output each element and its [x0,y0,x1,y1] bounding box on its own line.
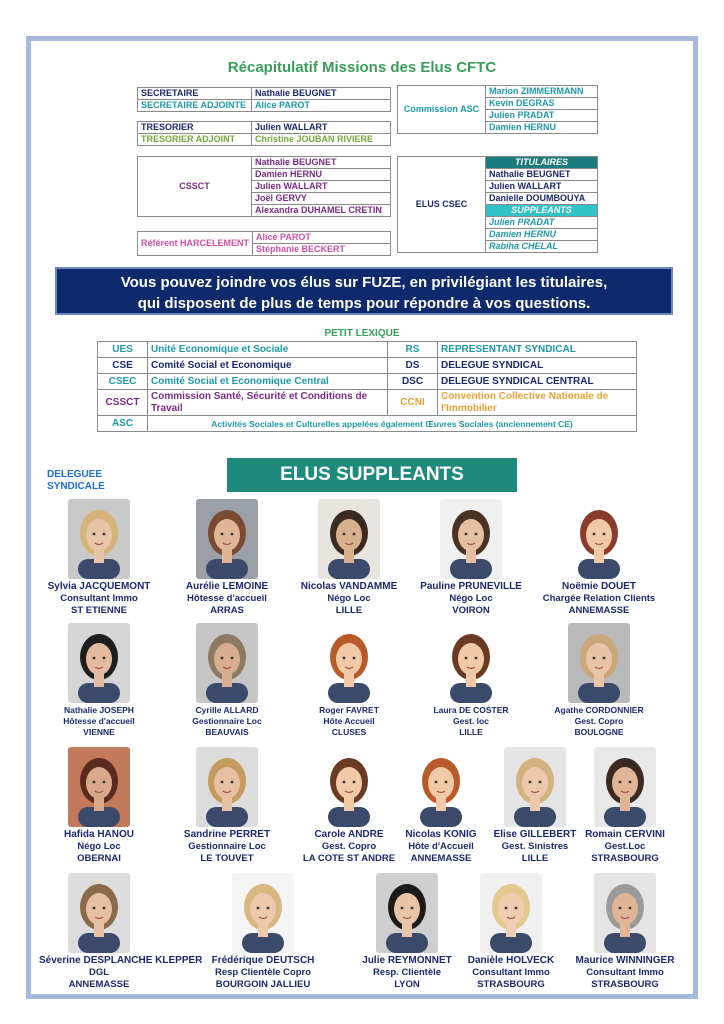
treasury-table [137,121,391,146]
person-city: OBERNAI [77,853,121,864]
person-name: Laura DE COSTER [433,705,509,715]
person-name: Nicolas VANDAMME [300,581,398,592]
lex-abbr: UES [98,342,148,358]
person-name: Carole ANDRE [314,829,384,840]
person-job: DGL [88,967,110,978]
person-card [411,623,531,738]
person-card [539,623,659,738]
person-card [565,747,685,865]
person-city: LYON [394,979,420,990]
person-photo [196,747,258,827]
person-job: Consultant Immo [472,967,550,978]
lex-abbr: CSE [98,358,148,374]
person-job: Négo Loc [449,593,493,604]
commission-asc-member: Julien PRADAT [486,110,598,122]
fuze-banner [55,267,673,315]
person-card [39,747,159,865]
person-name: Maurice WINNINGER [575,955,675,966]
person-job: Hôtesse d'accueil [63,716,135,726]
banner-line-1: Vous pouvez joindre vos élus sur FUZE, en privilégiant les titulaires, [120,274,608,291]
cssct-member: Alexandra DUHAMEL CRETIN [252,205,391,217]
person-city: VOIRON [452,605,490,616]
person-photo [376,873,438,953]
lex-def: Activités Sociales et Culturelles appelées également Œuvres Sociales (anciennement CE) [148,416,637,432]
person-job: Hôtesse d'accueil [187,593,267,604]
person-photo [196,499,258,579]
person-photo [232,873,294,953]
lex-def: REPRESENTANT SYNDICAL [438,342,637,358]
person-city: LA COTE ST ANDRE [302,853,396,864]
role-name: Alice PAROT [252,100,391,112]
person-card [289,623,409,738]
person-photo [594,873,656,953]
lex-def: Commission Santé, Sécurité et Conditions de Travail [148,390,388,416]
lex-abbr: ASC [98,416,148,432]
person-photo [68,873,130,953]
role-label: TRESORIER ADJOINT [138,134,252,146]
person-card [39,499,159,617]
lex-abbr: DSC [388,374,438,390]
person-city: STRASBOURG [591,853,659,864]
lex-abbr: RS [388,342,438,358]
person-name: Danièle HOLVECK [467,955,555,966]
lex-def: Convention Collective Nationale de l'Immobilier [438,390,637,416]
person-job: Gest. Copro [574,716,624,726]
person-name: Frédérique DEUTSCH [211,955,315,966]
person-job: Resp Clientèle Copro [214,967,312,978]
person-photo [480,873,542,953]
harcelement-table [137,231,391,256]
person-photo [440,499,502,579]
lexique-table [97,341,637,432]
deleguee-syndicale-label [47,469,105,493]
person-city: LILLE [521,853,549,864]
lex-def: Comité Social et Economique Central [148,374,388,390]
cssct-member: Nathalie BEUGNET [252,157,391,169]
person-name: Pauline PRUNEVILLE [420,581,522,592]
lexique-title: PETIT LEXIQUE [324,328,400,339]
roles-table [137,87,391,112]
lex-abbr: DS [388,358,438,374]
person-photo [318,623,380,703]
titulaire: Nathalie BEUGNET [486,169,598,181]
role-name: Christine JOUBAN RIVIERE [252,134,391,146]
lex-def: Unité Economique et Sociale [148,342,388,358]
harcelement-member: Stéphanie BECKERT [253,244,391,256]
person-city: ST ETIENNE [71,605,127,616]
person-card [167,747,287,865]
person-card [203,873,323,991]
person-name: Cyrille ALLARD [195,705,259,715]
person-name: Séverine DESPLANCHE KLEPPER [39,955,203,966]
cssct-member: Julien WALLART [252,181,391,193]
person-job: Négo Loc [327,593,371,604]
lex-abbr: CCNI [388,390,438,416]
cssct-table [137,156,391,217]
elus-suppleants-title: ELUS SUPPLEANTS [227,458,517,492]
person-card [167,623,287,738]
person-card [539,499,659,617]
person-name: Sandrine PERRET [183,829,271,840]
person-job: Gestionnaire Loc [188,841,266,852]
person-photo [68,747,130,827]
person-city: CLUSES [331,727,367,737]
elus-csec-table [397,156,598,253]
person-photo [440,623,502,703]
person-name: Romain CERVINI [585,829,665,840]
role-name: Julien WALLART [252,122,391,134]
person-card [347,873,467,991]
titulaire: Danielle DOUMBOUYA [486,193,598,205]
person-job: Gest. Copro [321,841,377,852]
lex-abbr: CSSCT [98,390,148,416]
page-frame [26,36,698,999]
person-job: Gest. loc [453,716,489,726]
titulaire: Julien WALLART [486,181,598,193]
person-job: Gest. Sinistres [501,841,569,852]
person-name: Sylvia JACQUEMONT [47,581,151,592]
role-name: Nathalie BEUGNET [252,88,391,100]
banner-line-2: qui disposent de plus de temps pour répondre à vos questions. [137,295,591,312]
person-card [39,873,203,991]
deleguee-line-1: DELEGUEE [47,469,103,480]
person-name: Julie REYMONNET [362,955,452,966]
person-city: BEAUVAIS [205,727,249,737]
person-photo [68,499,130,579]
lex-abbr: CSEC [98,374,148,390]
person-card [289,499,409,617]
person-job: Consultant Immo [60,593,138,604]
person-city: LE TOUVET [200,853,254,864]
person-name: Noëmie DOUET [562,581,636,592]
person-photo [410,747,472,827]
person-city: ANNEMASSE [568,605,630,616]
suppleant: Damien HERNU [486,229,598,241]
elus-csec-label: ELUS CSEC [398,157,486,253]
person-job: Resp. Clientèle [372,967,442,978]
person-photo [594,747,656,827]
lex-def: Comité Social et Economique [148,358,388,374]
deleguee-line-2: SYNDICALE [47,481,105,492]
role-label: SECRETAIRE [138,88,252,100]
person-name: Agathe CORDONNIER [554,705,644,715]
person-city: STRASBOURG [477,979,545,990]
cssct-member: Damien HERNU [252,169,391,181]
person-city: ARRAS [210,605,244,616]
suppleants-header: SUPPLEANTS [486,205,598,217]
person-city: STRASBOURG [591,979,659,990]
person-job: Consultant Immo [586,967,664,978]
person-photo [568,499,630,579]
person-job: Gestionnaire Loc [192,716,262,726]
person-name: Nicolas KONIG [405,829,477,840]
commission-asc-table [397,85,598,134]
harcelement-label: Référent HARCELEMENT [138,232,253,256]
page-title: Récapitulatif Missions des Elus CFTC [227,59,497,76]
person-job: Hôte d'Accueil [408,841,474,852]
person-photo [196,623,258,703]
person-city: BOULOGNE [574,727,624,737]
person-card [167,499,287,617]
person-job: Gest.Loc [604,841,646,852]
person-name: Nathalie JOSEPH [64,705,134,715]
person-job: Hôte Accueil [323,716,375,726]
person-photo [318,499,380,579]
person-city: LILLE [335,605,363,616]
person-photo [318,747,380,827]
person-name: Roger FAVRET [319,705,379,715]
commission-asc-member: Kevin DEGRAS [486,98,598,110]
titulaires-header: TITULAIRES [486,157,598,169]
person-photo [568,623,630,703]
suppleant: Rabiha CHELAL [486,241,598,253]
person-name: Hafida HANOU [63,829,134,840]
harcelement-member: Alice PAROT [253,232,391,244]
cssct-member: Joël GERVY [252,193,391,205]
role-label: SECRETAIRE ADJOINTE [138,100,252,112]
person-photo [68,623,130,703]
person-city: LILLE [459,727,483,737]
lex-def: DELEGUE SYNDICAL [438,358,637,374]
role-label: TRESORIER [138,122,252,134]
person-card [451,873,571,991]
person-city: ANNEMASSE [68,979,130,990]
person-job: Chargée Relation Clients [542,593,656,604]
suppleant: Julien PRADAT [486,217,598,229]
person-name: Elise GILLEBERT [493,829,577,840]
person-city: VIENNE [83,727,115,737]
person-photo [504,747,566,827]
cssct-label: CSSCT [138,157,252,217]
person-card [411,499,531,617]
lex-def: DELEGUE SYNDICAL CENTRAL [438,374,637,390]
commission-asc-label: Commission ASC [398,86,486,134]
person-city: ANNEMASSE [410,853,472,864]
commission-asc-member: Marion ZIMMERMANN [486,86,598,98]
person-card [565,873,685,991]
person-city: BOURGOIN JALLIEU [215,979,311,990]
person-job: Négo Loc [77,841,121,852]
person-name: Aurélie LEMOINE [185,581,269,592]
commission-asc-member: Damien HERNU [486,122,598,134]
person-card [39,623,159,738]
